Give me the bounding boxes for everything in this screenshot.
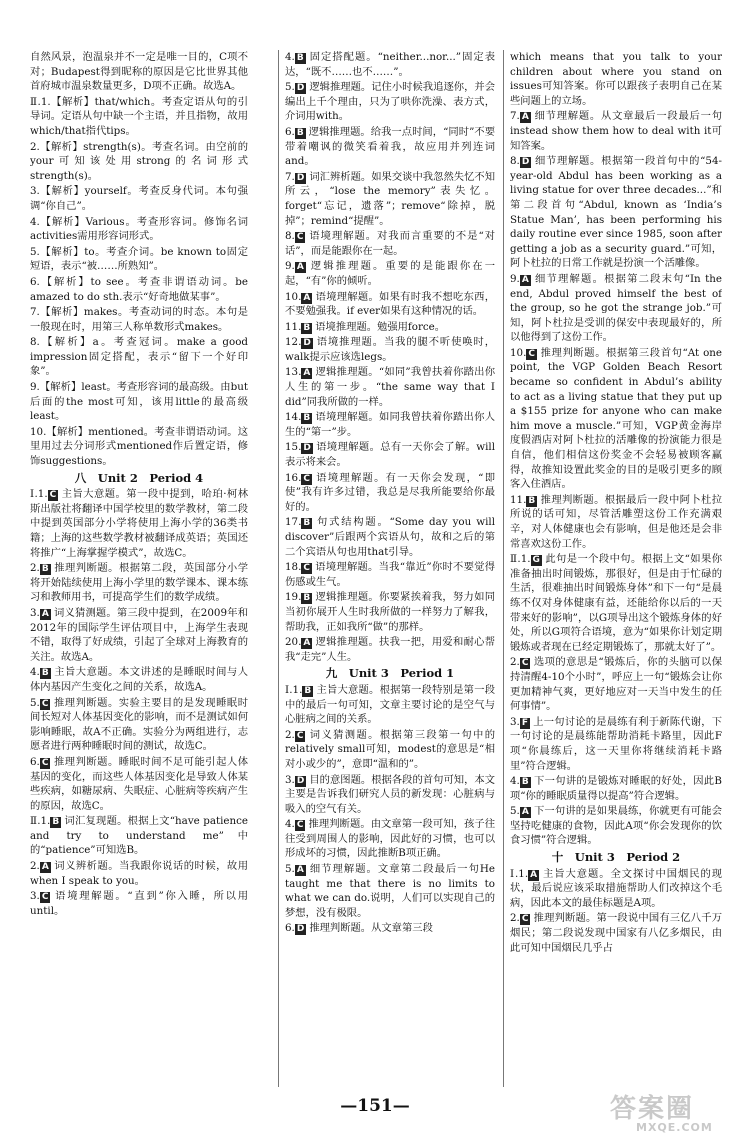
explanation-text: 词义猜测题。第三段中提到，在2009年和2012年的国际学生评估项目中，上海学生表现不错，取得了好成绩，引起了全球对上海教育的关注。故选A。 xyxy=(30,606,248,663)
explanation-text: 逻辑推理题。你要紧挨着我，努力如同当初你展开人生时我所做的一样努力了解我，帮助我，正如我所“做”的那样。 xyxy=(285,591,495,633)
answer-letter-badge: B xyxy=(296,53,304,63)
item-number: 14. xyxy=(285,411,302,424)
item-number: 7. xyxy=(285,170,295,183)
explanation-text: 推理判断题。根据第二段，英国部分小学将开始陆续使用上海小学里的数学课本、课本练习和教师用书，可提高学生们的数学成绩。 xyxy=(30,562,248,604)
explanation-text: 语境理解题。当我“靠近”你时不要觉得伤感或生气。 xyxy=(285,561,495,588)
answer-letter-badge: A xyxy=(303,638,311,649)
column-divider xyxy=(503,50,504,1087)
item-number: 3. xyxy=(30,606,40,619)
answer-item xyxy=(285,50,495,79)
answer-letter-badge: B xyxy=(296,127,304,138)
explanation-text: 自然风景，泡温泉并不一定是唯一目的，C项不对；Budapest得到昵称的原因是它比世界其他首府城市温泉数量更多，D项不正确。故选A。 xyxy=(30,51,248,93)
item-number: Ⅱ.1. xyxy=(30,815,51,828)
answer-item xyxy=(30,859,248,888)
explanation-text: 2.【解析】strength(s)。考查名词。由空前的your可知该处用strong的名词形式strength(s)。 xyxy=(30,140,248,182)
answer-item xyxy=(285,471,495,515)
item-number: 12. xyxy=(285,336,302,349)
answer-letter-badge: B xyxy=(304,685,312,696)
answer-item xyxy=(285,560,495,589)
explanation-text: 6.【解析】to see。考查非谓语动词。be amazed to do sth.表示“好奇地做某事”。 xyxy=(30,275,248,303)
item-number: 10. xyxy=(285,290,302,303)
answer-item xyxy=(30,755,248,813)
answer-item xyxy=(30,305,248,334)
answer-letter-badge: C xyxy=(521,914,529,925)
answer-item xyxy=(285,728,495,772)
explanation-text: 逻辑推理题。给我一点时间，“同时”不要带着嘲讽的微笑看着我，故应用并列连词and。 xyxy=(285,125,495,168)
explanation-text: 下一句讲的是如果晨练，你就更有可能会坚持吃健康的食物，因此A项“你会发现你的饮食习惯”符合逻辑。 xyxy=(510,805,722,847)
answer-item xyxy=(510,493,722,551)
item-number: Ⅱ.1. xyxy=(510,553,531,566)
answer-item xyxy=(30,184,248,213)
explanation-text: 推理判断题。根据最后一段中阿卜杜拉所说的话可知，尽管活雕塑这份工作充满艰辛，对人体健康也会有影响，但是他还是会非常喜欢这份工作。 xyxy=(510,493,722,550)
explanation-text: 语境推理题。当我的腿不听使唤时，walk提示应该选legs。 xyxy=(285,336,495,363)
item-number: 6. xyxy=(285,922,295,935)
item-number: 5. xyxy=(285,863,295,876)
explanation-text: 此句是一个段中句。根据上文“如果你准备抽出时间锻炼，那很好，但是由于忙碌的生活，很难抽出时间锻炼身体”和下一句“是晨练不仅对身体健康有益，还能给你以后的一天带来好的影响”，以G项导出这个锻炼身体的好处，所以G项符合语境，意为“如果你计划定期锻炼或者现在已经定期锻炼了，那就太好了”。 xyxy=(510,553,722,653)
answer-item xyxy=(285,335,495,364)
answer-item xyxy=(285,229,495,258)
answer-item xyxy=(285,590,495,634)
item-number: 8. xyxy=(285,230,295,243)
explanation-text: 目的意图题。根据各段的首句可知，本文主要是告诉我们研究人员的新发现：心脏病与吸入的空气有关。 xyxy=(285,773,495,815)
explanation-text: 语境推理题。勉强用force。 xyxy=(315,320,446,333)
explanation-text: 下一句讲的是锻炼对睡眠的好处，因此B项“你的睡眠质量得以提高”符合逻辑。 xyxy=(510,775,722,802)
item-number: 9. xyxy=(510,272,520,285)
explanation-text: 逻辑推理题。“如同”我曾扶着你踏出你人生的第一步。“the same way that I did”同我所做的一样。 xyxy=(285,366,495,408)
item-number: 9. xyxy=(285,260,295,273)
item-number: 4. xyxy=(510,775,520,788)
answer-item xyxy=(30,889,248,918)
answer-item xyxy=(30,215,248,244)
item-number: 8. xyxy=(510,155,520,168)
answer-letter-badge: A xyxy=(521,274,529,285)
explanation-text: 词义猜测题。根据第三段第一句中的relatively small可知，modest的意思是“相对小或少的”，意即“温和的”。 xyxy=(285,728,495,770)
answer-letter-badge: D xyxy=(521,157,530,168)
explanation-text: 推理判断题。从文章第三段 xyxy=(309,922,433,935)
explanation-text: 逻辑推理题。记住小时候我追逐你，并会编出上千个理由，只为了哄你洗澡、表方式，介词用with。 xyxy=(285,81,495,123)
answer-item xyxy=(510,804,722,848)
answer-item xyxy=(285,921,495,936)
explanation-text: 语境理解题。如同我曾扶着你踏出你人生的“第一”步。 xyxy=(285,411,495,438)
answer-letter-badge: C xyxy=(296,820,304,831)
column-divider xyxy=(278,50,279,1087)
explanation-text: 推理判断题。第一段说中国有三亿八千万烟民；第二段说发现中国家有八亿多烟民，由此可知中国烟民几乎占 xyxy=(510,912,722,954)
item-number: 3. xyxy=(510,715,520,728)
item-number: 2. xyxy=(30,860,40,873)
answer-item xyxy=(285,290,495,319)
page-number: —151— xyxy=(340,1096,410,1116)
item-number: 7. xyxy=(510,110,520,123)
explanation-text: 9.【解析】least。考查形容词的最高级。由but后面的the most可知，该用little的最高级least。 xyxy=(30,381,248,423)
answer-item xyxy=(30,335,248,379)
answer-letter-badge: B xyxy=(303,322,311,333)
explanation-text: which means that you talk to your children about where you stand on issues可知答案。你可以跟孩子表明自己在某些问题上的立场。 xyxy=(510,51,722,107)
answer-item xyxy=(510,154,722,271)
item-number: 11. xyxy=(510,493,527,506)
answer-item xyxy=(30,380,248,424)
answer-letter-badge: B xyxy=(528,495,536,506)
explanation-text: 主旨大意题。本文讲述的是睡眠时间与人体内基因产生变化之间的关系，故选A。 xyxy=(30,666,248,693)
answer-item xyxy=(285,635,495,664)
answer-letter-badge: A xyxy=(303,292,311,303)
answer-letter-badge: D xyxy=(296,83,305,94)
explanation-text: Ⅱ.1.【解析】that/which。考查定语从句的引导词。定语从句中缺一个主语，并且指物，故用which/that指代tips。 xyxy=(30,95,248,137)
answer-item xyxy=(30,606,248,664)
answer-item xyxy=(510,50,722,108)
item-number: 3. xyxy=(30,890,40,903)
answer-item xyxy=(30,561,248,605)
answer-letter-badge: A xyxy=(303,368,311,379)
explanation-text: 词汇复现题。根据上文“have patience and try to understand me”中的“patience”可知选B。 xyxy=(30,815,248,857)
column-middle xyxy=(285,50,495,1087)
answer-item xyxy=(285,365,495,409)
explanation-text: 细节理解题。根据第二段末句“In the end, Abdul proved himself the best of the group, so he got the strange job.”可知，阿卜杜拉是受训的保安中表现最好的，所以他得到了这份工作。 xyxy=(510,272,722,344)
answer-item xyxy=(30,140,248,184)
answer-item xyxy=(285,817,495,861)
item-number: 11. xyxy=(285,320,302,333)
item-number: 19. xyxy=(285,591,302,604)
item-number: 17. xyxy=(285,516,302,529)
item-number: Ⅰ.1. xyxy=(30,488,48,501)
answer-letter-badge: A xyxy=(296,262,304,273)
explanation-text: 逻辑推理题。扶我一把，用爱和耐心帮我“走完”人生。 xyxy=(285,636,495,663)
explanation-text: 主旨大意题。根据第一段特别是第一段中的最后一句可知，文章主要讨论的是空气与心脏病之间的关系。 xyxy=(285,683,495,726)
answer-letter-badge: C xyxy=(521,658,529,669)
answer-item xyxy=(30,665,248,694)
answer-item xyxy=(285,410,495,439)
item-number: 15. xyxy=(285,441,302,454)
answer-letter-badge: B xyxy=(303,593,311,604)
item-number: 2. xyxy=(510,912,520,925)
answer-letter-badge: C xyxy=(41,698,49,709)
explanation-text: 上一句讨论的是晨练有利于新陈代谢，下一句讨论的是晨练能帮助消耗卡路里，因此F项“你晨练后，这一天里你将继续消耗卡路里”符合逻辑。 xyxy=(510,715,722,772)
answer-letter-badge: B xyxy=(52,817,60,828)
answer-letter-badge: A xyxy=(521,112,529,123)
answer-item xyxy=(30,425,248,469)
answer-letter-badge: A xyxy=(521,807,529,818)
answer-item xyxy=(510,867,722,911)
answer-letter-badge: D xyxy=(303,338,311,349)
explanation-text: 4.【解析】Various。考查形容词。修饰名词activities需用形容词形式。 xyxy=(30,215,248,243)
answer-item xyxy=(510,715,722,773)
explanation-text: 5.【解析】to。考查介词。be known to固定短语，表示“被……所熟知”。 xyxy=(30,245,248,273)
watermark-logo xyxy=(610,1088,740,1140)
section-heading: 八 Unit 2 Period 4 xyxy=(74,470,204,485)
explanation-text: 固定搭配题。“neither...nor...”固定表达，“既不……也不……”。 xyxy=(285,51,495,78)
item-number: 16. xyxy=(285,471,302,484)
explanation-text: 语境理解题。“直到”你入睡，所以用until。 xyxy=(30,890,248,917)
answer-letter-badge: C xyxy=(41,757,49,768)
item-number: 13. xyxy=(285,366,302,379)
item-number: 2. xyxy=(285,728,295,741)
explanation-text: 推理判断题。实验主要目的是发现睡眠时间长短对人体基因变化的影响，而不是测试如何影响睡眠，故A不正确。实验分为两组进行，志愿者进行两种睡眠时间的测试，故选C。 xyxy=(30,696,248,753)
answer-item xyxy=(510,109,722,153)
explanation-text: 主旨大意题。第一段中提到，哈珀·柯林斯出版社将翻译中国学校里的数学教材，第二段中提到英国部分小学将使用上海小学的36类书籍；上海的这些数学教材被翻译成英语；英国还将推广“上海掌握学模式”，故选C。 xyxy=(30,488,248,559)
explanation-text: 细节理解题。从文章最后一段最后一句instead show them how to deal with it可知答案。 xyxy=(510,110,722,152)
answer-item xyxy=(285,125,495,169)
answer-item xyxy=(285,440,495,469)
item-number: 2. xyxy=(30,562,40,575)
column-left xyxy=(30,50,248,1087)
section-heading: 九 Unit 3 Period 1 xyxy=(325,666,455,681)
answer-item xyxy=(30,245,248,274)
answer-letter-badge: B xyxy=(41,564,49,575)
answer-item xyxy=(30,50,248,94)
explanation-text: 词义辨析题。当我跟你说话的时候，故用when I speak to you。 xyxy=(30,860,248,887)
answer-item xyxy=(510,655,722,713)
answer-letter-badge: B xyxy=(521,777,529,788)
answer-item xyxy=(510,774,722,803)
answer-letter-badge: F xyxy=(521,717,528,728)
item-number: 5. xyxy=(30,696,40,709)
item-number: 5. xyxy=(285,81,295,94)
explanation-text: 推理判断题。根据第三段首句“At one point, the VGP Golden Beach Resort became so confident in Abdul’s ability to act as a living statue that they put up a $155 prize for anyone who can make him move a muscle.”可知，VGP黄金海岸度假酒店对阿卜杜拉的活雕像的扮演能力很是自信，他们相信这份奖金不会轻易被顾客赢得，故推知设置此奖金的目的是吸引更多的顾客入住酒店。 xyxy=(510,346,722,491)
watermark-sub: MXQE.COM xyxy=(636,1121,713,1134)
answer-item xyxy=(285,320,495,335)
answer-item xyxy=(285,170,495,228)
answer-item xyxy=(510,272,722,345)
answer-letter-badge: C xyxy=(49,490,57,501)
explanation-text: 语境理解题。有一天你会发现，“即使”我有许多过错，我总是尽我所能要给你最好的。 xyxy=(285,471,495,513)
item-number: 6. xyxy=(285,125,295,138)
answer-item xyxy=(510,552,722,654)
section-heading: 十 Unit 3 Period 2 xyxy=(551,850,681,865)
answer-item xyxy=(510,346,722,492)
explanation-text: 8.【解析】a。考查冠词。make a good impression固定搭配，表示“留下一个好印象”。 xyxy=(30,336,248,378)
answer-letter-badge: G xyxy=(532,555,540,566)
answer-item xyxy=(285,515,495,559)
answer-item xyxy=(285,683,495,727)
explanation-text: 细节理解题。根据第一段首句中的“54-year-old Abdul has been working as a living statue for over three decades...”和第二段首句“Abdul, known as ‘India’s Statue Man’, has been performing his daily routine ever since 1985, soon after getting a job as a security guard.”可知，阿卜杜拉的日常工作就是扮演一个活雕像。 xyxy=(510,155,722,270)
explanation-text: 7.【解析】makes。考查动词的时态。本句是一般现在时，用第三人称单数形式makes。 xyxy=(30,306,248,333)
answer-letter-badge: A xyxy=(296,865,304,876)
answer-letter-badge: A xyxy=(41,608,49,619)
explanation-text: 语境理解题。总有一天你会了解。will表示将来会。 xyxy=(285,441,495,469)
answer-item xyxy=(30,275,248,304)
column-right xyxy=(510,50,722,1087)
explanation-text: 推理判断题。睡眠时间不足可能引起人体基因的变化，而这些人体基因变化是导致人体某些疾病，如糖尿病、失眠症、心脏病等疾病产生的原因，故选C。 xyxy=(30,755,248,812)
explanation-text: 选项的意思是“锻炼后，你的头脑可以保持清醒4-10个小时”，呼应上一句“锻炼会让你更加精神气爽，更好地应对一天当中发生的任何事情”。 xyxy=(510,656,722,713)
answer-letter-badge: A xyxy=(41,862,49,873)
answer-item xyxy=(285,862,495,920)
answer-letter-badge: C xyxy=(528,348,535,359)
explanation-text: 推理判断题。由文章第一段可知，孩子往往受到周围人的影响，因此好的习惯，也可以形成坏的习惯，因此推断B项正确。 xyxy=(285,818,495,860)
explanation-text: 逻辑推理题。重要的是能跟你在一起，“有”你的倾听。 xyxy=(285,260,495,287)
explanation-text: 语境理解题。对我而言重要的不是“对话”，而是能跟你在一起。 xyxy=(285,230,495,257)
explanation-text: 词汇辨析题。如果交谈中我忽然失忆不知所云，“lose the memory”表失忆。forget“忘记，遗落”；remove“除掉，脱掉”；remind“提醒”。 xyxy=(285,170,495,227)
answer-letter-badge: C xyxy=(303,563,310,574)
answer-letter-badge: D xyxy=(296,924,305,935)
explanation-text: 3.【解析】yourself。考查反身代词。本句强调“你自己”。 xyxy=(30,185,248,212)
item-number: 4. xyxy=(285,51,295,63)
answer-letter-badge: D xyxy=(296,775,305,786)
answer-item xyxy=(285,259,495,288)
answer-letter-badge: B xyxy=(303,413,311,424)
answer-letter-badge: C xyxy=(296,232,304,243)
watermark-main: 答案圈 xyxy=(610,1094,695,1124)
item-number: 10. xyxy=(510,346,527,359)
explanation-text: 句式结构题。“Some day you will discover”后跟两个宾语从句，故和之后的第二个宾语从句也用that引导。 xyxy=(285,516,495,558)
answer-item xyxy=(30,487,248,560)
answer-item xyxy=(30,95,248,139)
item-number: Ⅰ.1. xyxy=(510,867,529,880)
item-number: 18. xyxy=(285,561,302,574)
answer-letter-badge: D xyxy=(303,443,311,454)
answer-letter-badge: C xyxy=(41,892,49,903)
item-number: 4. xyxy=(30,666,40,679)
item-number: 3. xyxy=(285,773,295,786)
item-number: 6. xyxy=(30,755,40,768)
item-number: Ⅰ.1. xyxy=(285,683,303,696)
item-number: 20. xyxy=(285,636,302,649)
answer-letter-badge: C xyxy=(303,473,310,484)
answer-item xyxy=(30,696,248,754)
explanation-text: 主旨大意题。全文探讨中国烟民的现状，最后说应该采取措施帮助人们改掉这个毛病，因此本文的最佳标题是A项。 xyxy=(510,867,722,909)
answer-letter-badge: C xyxy=(296,730,304,741)
answer-item xyxy=(285,773,495,817)
answer-item xyxy=(510,911,722,955)
explanation-text: 细节理解题。文章第二段最后一句He taught me that there is no limits to what we can do.说明，人们可以实现自己的梦想，没有极限。 xyxy=(285,863,495,919)
answer-item xyxy=(285,80,495,124)
explanation-text: 语境理解题。如果有时我不想吃东西，不要勉强我。if ever如果有这种情况的话。 xyxy=(285,290,495,318)
item-number: 2. xyxy=(510,656,520,669)
explanation-text: 10.【解析】mentioned。考查非谓语动词。这里用过去分词形式mentioned作后置定语，修饰suggestions。 xyxy=(30,425,248,468)
answer-letter-badge: B xyxy=(303,518,311,529)
answer-letter-badge: D xyxy=(296,172,305,183)
answer-letter-badge: B xyxy=(41,668,49,679)
answer-letter-badge: A xyxy=(530,869,538,880)
item-number: 5. xyxy=(510,805,520,818)
answer-item xyxy=(30,814,248,858)
item-number: 4. xyxy=(285,818,295,831)
